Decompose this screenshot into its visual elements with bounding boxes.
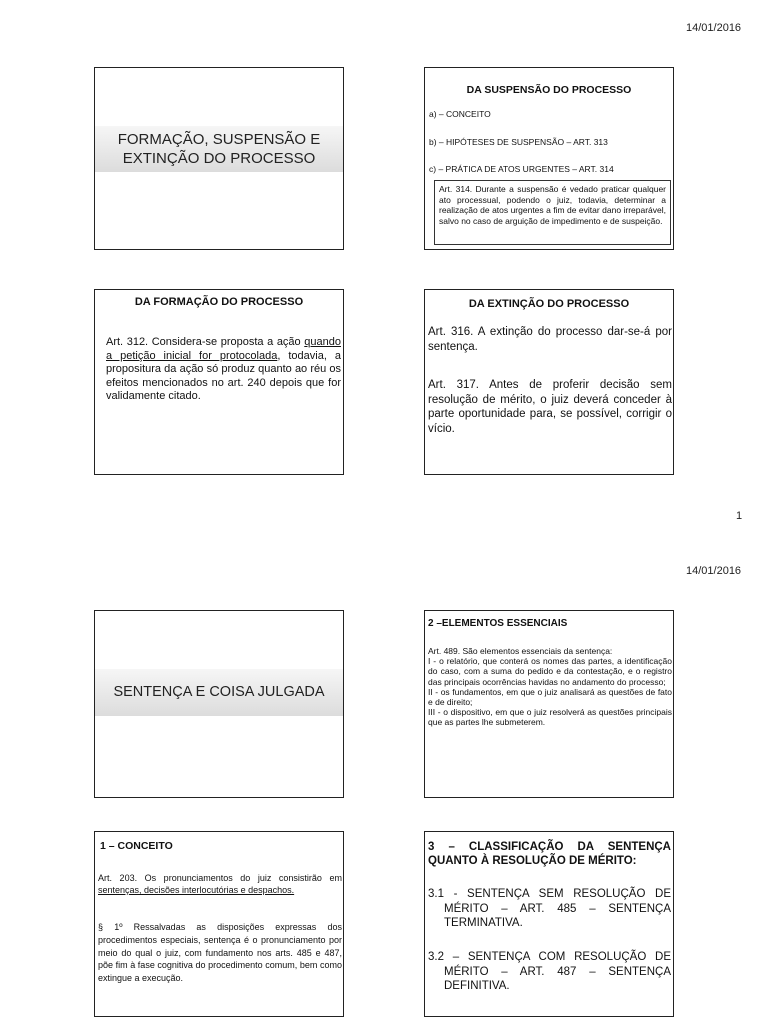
art312-rest: , todavia, a propositura da ação só produz quanto ao réu os efeitos mencionados no art. 240 depois que for validamente citado. [106,349,341,402]
art203-paragraph [98,872,342,896]
slide-elementos [424,610,674,798]
art316-text: Art. 316. A extinção do processo dar-se-á por sentença. [428,326,672,353]
formacao-heading: DA FORMAÇÃO DO PROCESSO [134,296,304,308]
art203-start: Art. 203. Os pronunciamentos do juiz consistirão em [98,873,342,883]
slide-title-band [95,126,343,172]
page2-date: 14/01/2016 [686,565,742,577]
art312-underlined: quando a petição inicial for protocolada [106,336,341,362]
classificacao-item-2: 3.2 – SENTENÇA COM RESOLUÇÃO DE MÉRITO – ART. 487 – SENTENÇA DEFINITIVA. [428,951,671,992]
slide-title-band-sentenca [95,669,343,716]
suspensao-item-a: a) – CONCEITO [429,109,491,119]
inciso-2: II - os fundamentos, em que o juiz analisará as questões de fato e de direito; [428,686,672,708]
paragrafo1-text: § 1º Ressalvadas as disposições expressas dos procedimentos especiais, sentença é o pronunciamento por meio do qual o juiz, com fundamento nos arts. 485 e 487, põe fim à fase cognitiva do procedimento comum, bem como extingue a execução. [98,922,342,984]
art312-start: Art. 312. Considera-se proposta a ação [106,336,301,348]
slide-classificacao [424,831,674,1017]
inciso-1: I - o relatório, que conterá os nomes das partes, a identificação do caso, com a suma do pedido e da contestação, e o registro das principais ocorrências havidas no andamento do processo; [428,656,672,687]
slide-conceito [94,831,344,1017]
slide-suspensao [424,67,674,250]
slide-title-sentenca [94,610,344,798]
elementos-body [428,646,672,728]
art312-paragraph [106,336,341,404]
conceito-heading: 1 – CONCEITO [100,840,173,852]
classificacao-heading: 3 – CLASSIFICAÇÃO DA SENTENÇA QUANTO À RESOLUÇÃO DE MÉRITO: [428,841,671,867]
classificacao-item-1: 3.1 - SENTENÇA SEM RESOLUÇÃO DE MÉRITO – ART. 485 – SENTENÇA TERMINATIVA. [428,888,671,929]
suspensao-item-c: c) – PRÁTICA DE ATOS URGENTES – ART. 314 [429,164,614,174]
art314-text: Art. 314. Durante a suspensão é vedado praticar qualquer ato processual, podendo o juiz, todavia, determinar a realização de atos urgentes a fim de evitar dano irreparável, salvo no caso de arguição de impedimento e de suspeição. [439,184,666,226]
extincao-heading: DA EXTINÇÃO DO PROCESSO [468,298,630,310]
art314-box [434,180,671,245]
page1-number: 1 [736,510,743,522]
art489-text: Art. 489. São elementos essenciais da sentença: [428,646,613,656]
slide-title-formacao [94,67,344,250]
elementos-heading: 2 –ELEMENTOS ESSENCIAIS [428,618,568,629]
art317-text: Art. 317. Antes de proferir decisão sem resolução de mérito, o juiz deverá conceder à parte oportunidade para, se possível, corrigir o vício. [428,379,672,435]
inciso-3: III - o dispositivo, em que o juiz resolverá as questões principais que as partes lhe submeterem. [428,707,672,728]
slide-title-line1: FORMAÇÃO, SUSPENSÃO E [117,131,321,148]
page1-date: 14/01/2016 [686,22,742,34]
slide-title-sentenca-text: SENTENÇA E COISA JULGADA [113,684,325,700]
slide-extincao [424,289,674,475]
slide-title-line2: EXTINÇÃO DO PROCESSO [122,150,316,167]
slide-formacao [94,289,344,475]
art203-underlined: sentenças, decisões interlocutórias e despachos. [98,885,295,895]
suspensao-item-b: b) – HIPÓTESES DE SUSPENSÃO – ART. 313 [429,137,608,147]
suspensao-heading: DA SUSPENSÃO DO PROCESSO [466,84,632,96]
